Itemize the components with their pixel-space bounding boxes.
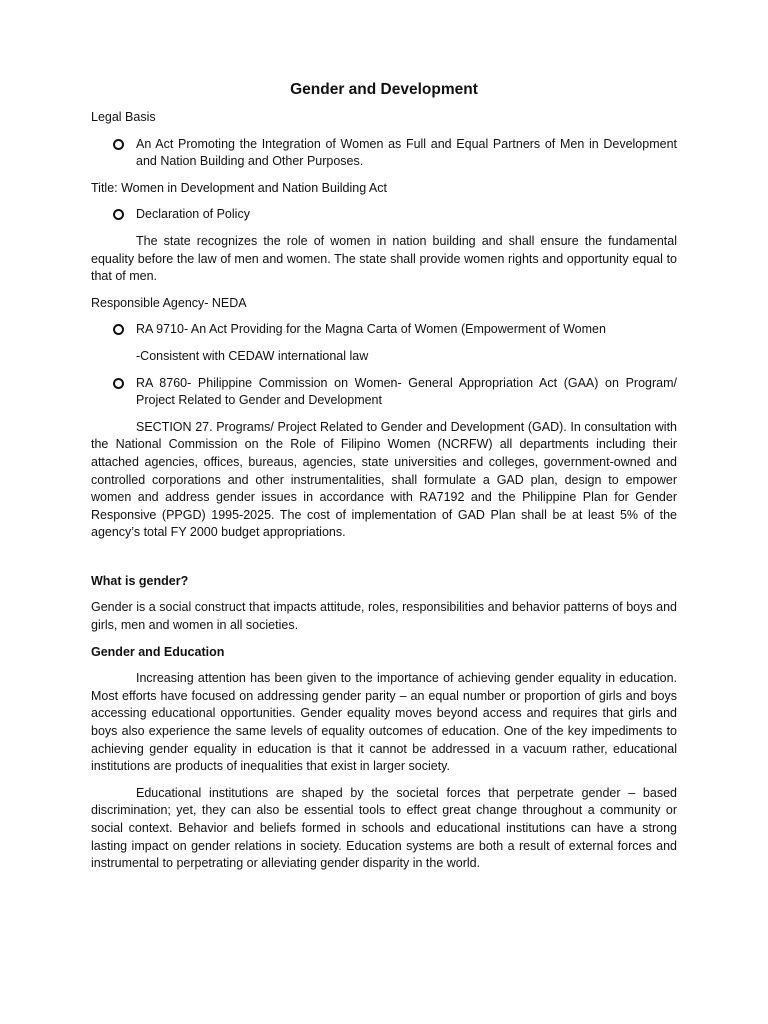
gender-definition-paragraph: Gender is a social construct that impacts attitude, roles, responsibilities and behavior patterns of boys and girls, men and women in all societies. (91, 600, 677, 633)
document-title: Gender and Development (290, 81, 478, 98)
education-paragraph-2: Educational institutions are shaped by the societal forces that perpetrate gender – based discrimination; yet, they can also be essential tools to effect great change throughout a community or social context. Behavior and beliefs formed in schools and educational institutions can have a strong lasting impact on gender relations in society. Education systems are both a result of external forces and instrumental to perpetrating or alleviating gender disparity in the world. (91, 785, 677, 871)
bullet-circle-icon (113, 378, 124, 389)
bullet-item-ra8760 (91, 375, 677, 410)
bullet-text: Declaration of Policy (136, 207, 250, 222)
bullet-item-declaration (91, 206, 677, 224)
legal-basis-label: Legal Basis (91, 110, 156, 124)
document-page (91, 76, 677, 882)
section-spacer (91, 551, 677, 573)
cedaw-line: -Consistent with CEDAW international law (136, 348, 369, 363)
bullet-item-ra9710 (91, 321, 677, 339)
bullet-item-act (91, 136, 677, 171)
bullet-circle-icon (113, 324, 124, 335)
section27-paragraph: SECTION 27. Programs/ Project Related to Gender and Development (GAD). In consultation with the National Commission on the Role of Filipino Women (NCRFW) all departments including their attached agencies, offices, bureaus, agencies, state universities and colleges, government-owned and controlled corporations and other instrumentalities, shall formulate a GAD plan, design to empower women and address gender issues in accordance with RA7192 and the Philippine Plan for Gender Responsive (PPGD) 1995-2025. The cost of implementation of GAD Plan shall be at least 5% of the agency’s total FY 2000 budget appropriations. (91, 419, 677, 540)
what-is-gender-heading: What is gender? (91, 573, 189, 588)
bullet-circle-icon (113, 139, 124, 150)
responsible-agency-line: Responsible Agency- NEDA (91, 295, 247, 310)
gender-education-heading: Gender and Education (91, 644, 225, 659)
bullet-circle-icon (113, 209, 124, 220)
policy-paragraph: The state recognizes the role of women in nation building and shall ensure the fundamental equality before the law of men and women. The state shall provide women rights and opportunity equal to that of men. (91, 233, 677, 284)
bullet-text: An Act Promoting the Integration of Women as Full and Equal Partners of Men in Development and Nation Building and Other Purposes. (136, 136, 677, 169)
bullet-text: RA 8760- Philippine Commission on Women- General Appropriation Act (GAA) on Program/ Project Related to Gender and Development (136, 375, 677, 408)
bullet-text: RA 9710- An Act Providing for the Magna Carta of Women (Empowerment of Women (136, 322, 606, 337)
education-paragraph-1: Increasing attention has been given to the importance of achieving gender equality in education. Most efforts have focused on addressing gender parity – an equal number or proportion of girls and boys accessing educational opportunities. Gender equality moves beyond access and requires that girls and boys also experience the same levels of equality outcomes of education. One of the key impediments to achieving gender equality in education is that it cannot be addressed in a vacuum rather, educational institutions are products of inequalities that exist in larger society. (91, 671, 677, 774)
act-title-line: Title: Women in Development and Nation Building Act (91, 180, 387, 195)
